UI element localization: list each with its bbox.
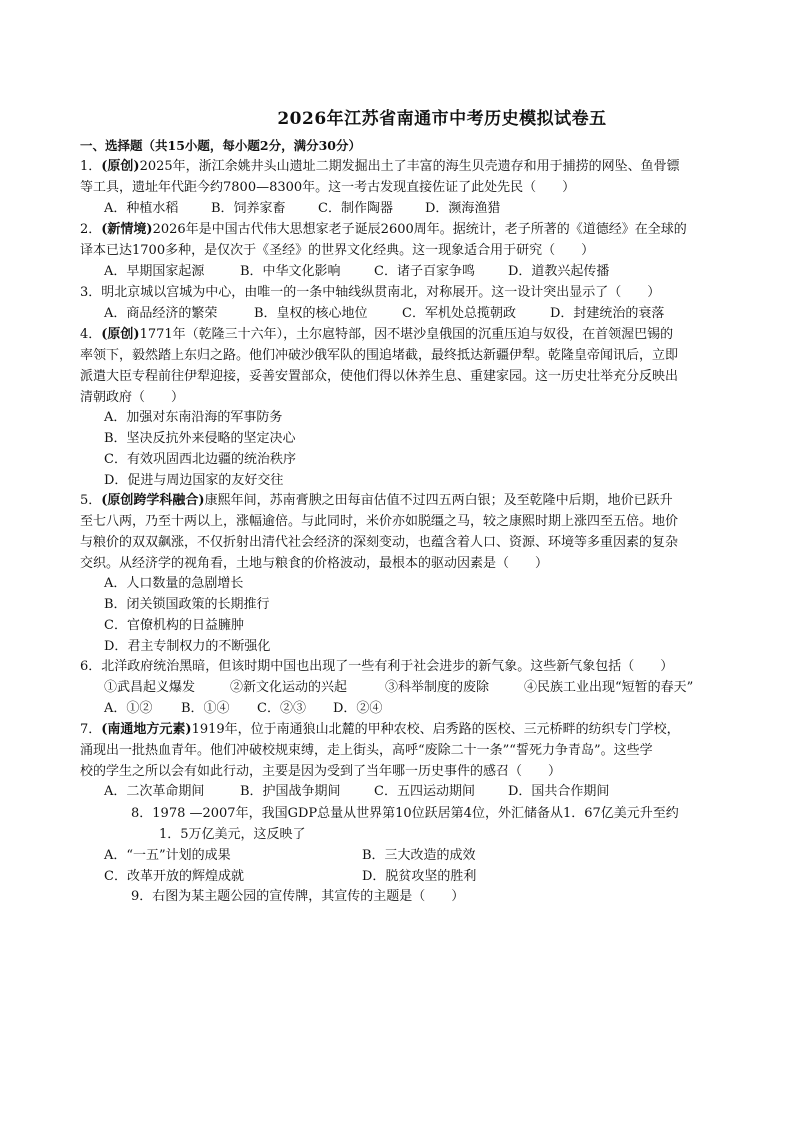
question-5-line-4: 交织。从经济学的视角看，土地与粮食的价格波动，最根本的驱动因素是（ ） xyxy=(80,556,549,571)
question-7-option-a: A．二次革命期间 xyxy=(104,784,205,799)
question-7-option-d: D．国共合作期间 xyxy=(508,784,610,799)
question-3-option-b: B．皇权的核心地位 xyxy=(254,306,368,321)
question-5-option-a: A．人口数量的急剧增长 xyxy=(104,576,244,591)
question-3-option-c: C．军机处总揽朝政 xyxy=(402,306,516,321)
question-2-option-b: B．中华文化影响 xyxy=(240,264,341,279)
question-5-option-d: D．君主专制权力的不断强化 xyxy=(104,639,271,654)
question-2-tag: (新情境) xyxy=(101,222,153,237)
question-9-line-1: 9．右图为某主题公园的宣传牌，其宣传的主题是（ ） xyxy=(131,889,465,904)
question-6-option-d: D．②④ xyxy=(333,701,383,716)
question-5-tag: (原创跨学科融合) xyxy=(101,493,205,508)
question-5-line-3: 与粮价的双双飙涨，不仅折射出清代社会经济的深刻变动，也蕴含着人口、资源、环境等多重因素的复杂 xyxy=(80,535,679,550)
question-8-option-a: A．“一五”计划的成果 xyxy=(104,848,231,863)
question-1-option-c: C．制作陶器 xyxy=(318,201,393,216)
question-2-option-a: A．早期国家起源 xyxy=(104,264,205,279)
question-4-line-2: 率领下，毅然踏上东归之路。他们冲破沙俄军队的围追堵截，最终抵达新疆伊犁。乾隆皇帝闻讯后，立即 xyxy=(80,348,679,363)
question-8-option-b: B．三大改造的成效 xyxy=(362,848,476,863)
question-1-option-d: D．濒海渔猎 xyxy=(425,201,501,216)
question-6-option-c: C．②③ xyxy=(257,701,306,716)
question-6-option-b: B．①④ xyxy=(181,701,230,716)
question-5-line-1: 5．(原创跨学科融合)康熙年间，苏南膏腴之田每亩估值不过四五两白银；及至乾隆中后期，地价已跃升 xyxy=(80,493,673,508)
question-8-line-2: 1．5万亿美元，这反映了 xyxy=(159,827,306,842)
question-2-line-1: 2．(新情境)2026年是中国古代伟大思想家老子诞辰2600周年。据统计，老子所著的《道德经》在全球的 xyxy=(80,222,687,237)
question-1-tag: (原创) xyxy=(101,159,140,174)
page-title: 2026年江苏省南通市中考历史模拟试卷五 xyxy=(277,109,607,129)
question-2-line-2: 译本已达1700多种，是仅次于《圣经》的世界文化经典。这一现象适合用于研究（ ） xyxy=(80,243,595,258)
question-6-item-4: ④民族工业出现“短暂的春天” xyxy=(524,680,694,695)
question-4-option-a: A．加强对东南沿海的军事防务 xyxy=(104,410,283,425)
question-6-item-1: ①武昌起义爆发 xyxy=(104,680,196,695)
question-4-option-d: D．促进与周边国家的友好交往 xyxy=(104,473,284,488)
question-1-option-a: A．种植水稻 xyxy=(104,201,179,216)
question-4-line-1: 4．(原创)1771年（乾隆三十六年），土尔扈特部，因不堪沙皇俄国的沉重压迫与奴役，在首领渥巴锡的 xyxy=(80,327,674,342)
question-1-line-2: 等工具，遗址年代距今约7800—8300年。这一考古发现直接佐证了此处先民（ ） xyxy=(80,180,576,195)
question-8-line-1: 8．1978 —2007年，我国GDP总量从世界第10位跃居第4位，外汇储备从1．67亿美元升至约 xyxy=(131,806,679,821)
question-7-line-2: 涌现出一批热血青年。他们冲破校规束缚，走上街头，高呼“废除二十一条”“誓死力争青岛”。这些学 xyxy=(80,743,653,758)
question-4-line-3: 派遣大臣专程前往伊犁迎接，妥善安置部众，使他们得以休养生息、重建家园。这一历史壮举充分反映出 xyxy=(80,369,679,384)
question-3-option-a: A．商品经济的繁荣 xyxy=(104,306,218,321)
question-2-option-c: C．诸子百家争鸣 xyxy=(374,264,475,279)
question-3-option-d: D．封建统治的衰落 xyxy=(550,306,665,321)
question-1-option-b: B．饲养家畜 xyxy=(211,201,286,216)
question-4-option-b: B．坚决反抗外来侵略的坚定决心 xyxy=(104,431,296,446)
question-6-line-1: 6．北洋政府统治黑暗，但该时期中国也出现了一些有利于社会进步的新气象。这些新气象包括（ ） xyxy=(80,659,674,674)
question-5-option-b: B．闭关锁国政策的长期推行 xyxy=(104,597,270,612)
question-5-option-c: C．官僚机构的日益臃肿 xyxy=(104,618,244,633)
question-7-line-3: 校的学生之所以会有如此行动，主要是因为受到了当年哪一历史事件的感召（ ） xyxy=(80,764,562,779)
question-4-tag: (原创) xyxy=(101,327,140,342)
question-4-line-4: 清朝政府（ ） xyxy=(80,390,185,405)
question-7-option-c: C．五四运动期间 xyxy=(374,784,475,799)
section-heading: 一、选择题（共15小题，每小题2分，满分30分） xyxy=(80,138,361,153)
question-1-line-1: 1．(原创)2025年，浙江余姚井头山遗址二期发掘出土了丰富的海生贝壳遗存和用于捕捞的网坠、鱼骨镖 xyxy=(80,159,680,174)
question-6-option-a: A．①② xyxy=(104,701,153,716)
question-2-option-d: D．道教兴起传播 xyxy=(508,264,610,279)
question-5-line-2: 至七八两，乃至十两以上，涨幅逾倍。与此同时，米价亦如脱缰之马，较之康熙时期上涨四至五倍。地价 xyxy=(80,514,679,529)
question-8-option-d: D．脱贫攻坚的胜利 xyxy=(362,869,477,884)
question-3-line-1: 3．明北京城以宫城为中心，由唯一的一条中轴线纵贯南北，对称展开。这一设计突出显示了（ ） xyxy=(80,285,661,300)
question-7-tag: (南通地方元素) xyxy=(101,722,192,737)
question-4-option-c: C．有效巩固西北边疆的统治秩序 xyxy=(104,452,296,467)
question-7-line-1: 7．(南通地方元素)1919年，位于南通狼山北麓的甲种农校、启秀路的医校、三元桥畔的纺织专门学校， xyxy=(80,722,680,737)
question-8-option-c: C．改革开放的辉煌成就 xyxy=(104,869,244,884)
question-6-item-3: ③科举制度的废除 xyxy=(385,680,490,695)
question-7-option-b: B．护国战争期间 xyxy=(240,784,341,799)
question-6-item-2: ②新文化运动的兴起 xyxy=(230,680,348,695)
